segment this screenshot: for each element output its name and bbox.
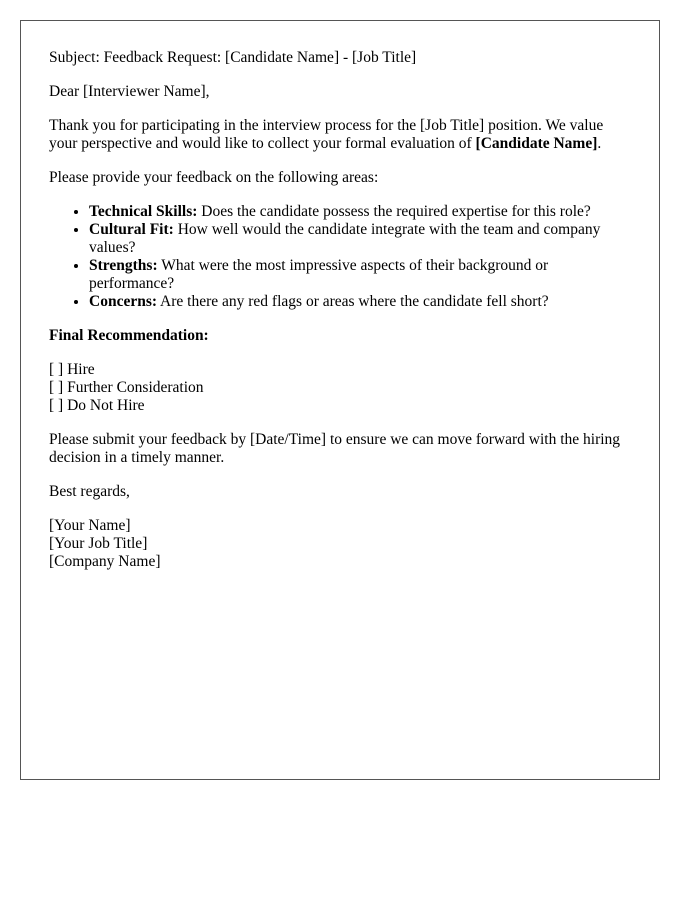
area-text: Are there any red flags or areas where the candidate fell short? [157,293,549,310]
area-text: Does the candidate possess the required expertise for this role? [197,203,591,220]
deadline-paragraph: Please submit your feedback by [Date/Time] to ensure we can move forward with the hiring decision in a timely manner. [49,431,621,466]
list-item [89,203,631,221]
intro-paragraph [49,117,631,153]
company-name: [Company Name] [49,553,161,570]
intro-text: Thank you for participating in the interview process for the [Job Title] position. We value your perspective and would like to collect your formal evaluation of [49,117,604,152]
area-label: Concerns: [89,293,158,310]
sender-job-title: [Your Job Title] [49,535,148,552]
area-label: Strengths: [89,257,158,274]
intro-end: . [597,135,602,152]
closing: Best regards, [49,483,130,500]
area-text: How well would the candidate integrate with the team and company values? [89,221,601,256]
list-item [89,257,631,293]
option-further-consideration: [ ] Further Consideration [49,379,204,396]
area-label: Cultural Fit: [89,221,174,238]
recommendation-heading: Final Recommendation: [49,327,209,344]
list-item [89,221,631,257]
option-do-not-hire: [ ] Do Not Hire [49,397,145,414]
sender-name: [Your Name] [49,517,131,534]
recommendation-options [49,361,631,415]
feedback-areas-list [49,203,631,311]
option-hire: [ ] Hire [49,361,95,378]
subject-line: Subject: Feedback Request: [Candidate Name] - [Job Title] [49,49,417,66]
list-item [89,293,631,311]
area-text: What were the most impressive aspects of their background or performance? [89,257,549,292]
signature-block [49,517,631,571]
greeting: Dear [Interviewer Name], [49,83,210,100]
feedback-request: Please provide your feedback on the following areas: [49,169,379,186]
area-label: Technical Skills: [89,203,198,220]
candidate-name-placeholder: [Candidate Name] [475,135,598,152]
letter-document [20,20,660,780]
